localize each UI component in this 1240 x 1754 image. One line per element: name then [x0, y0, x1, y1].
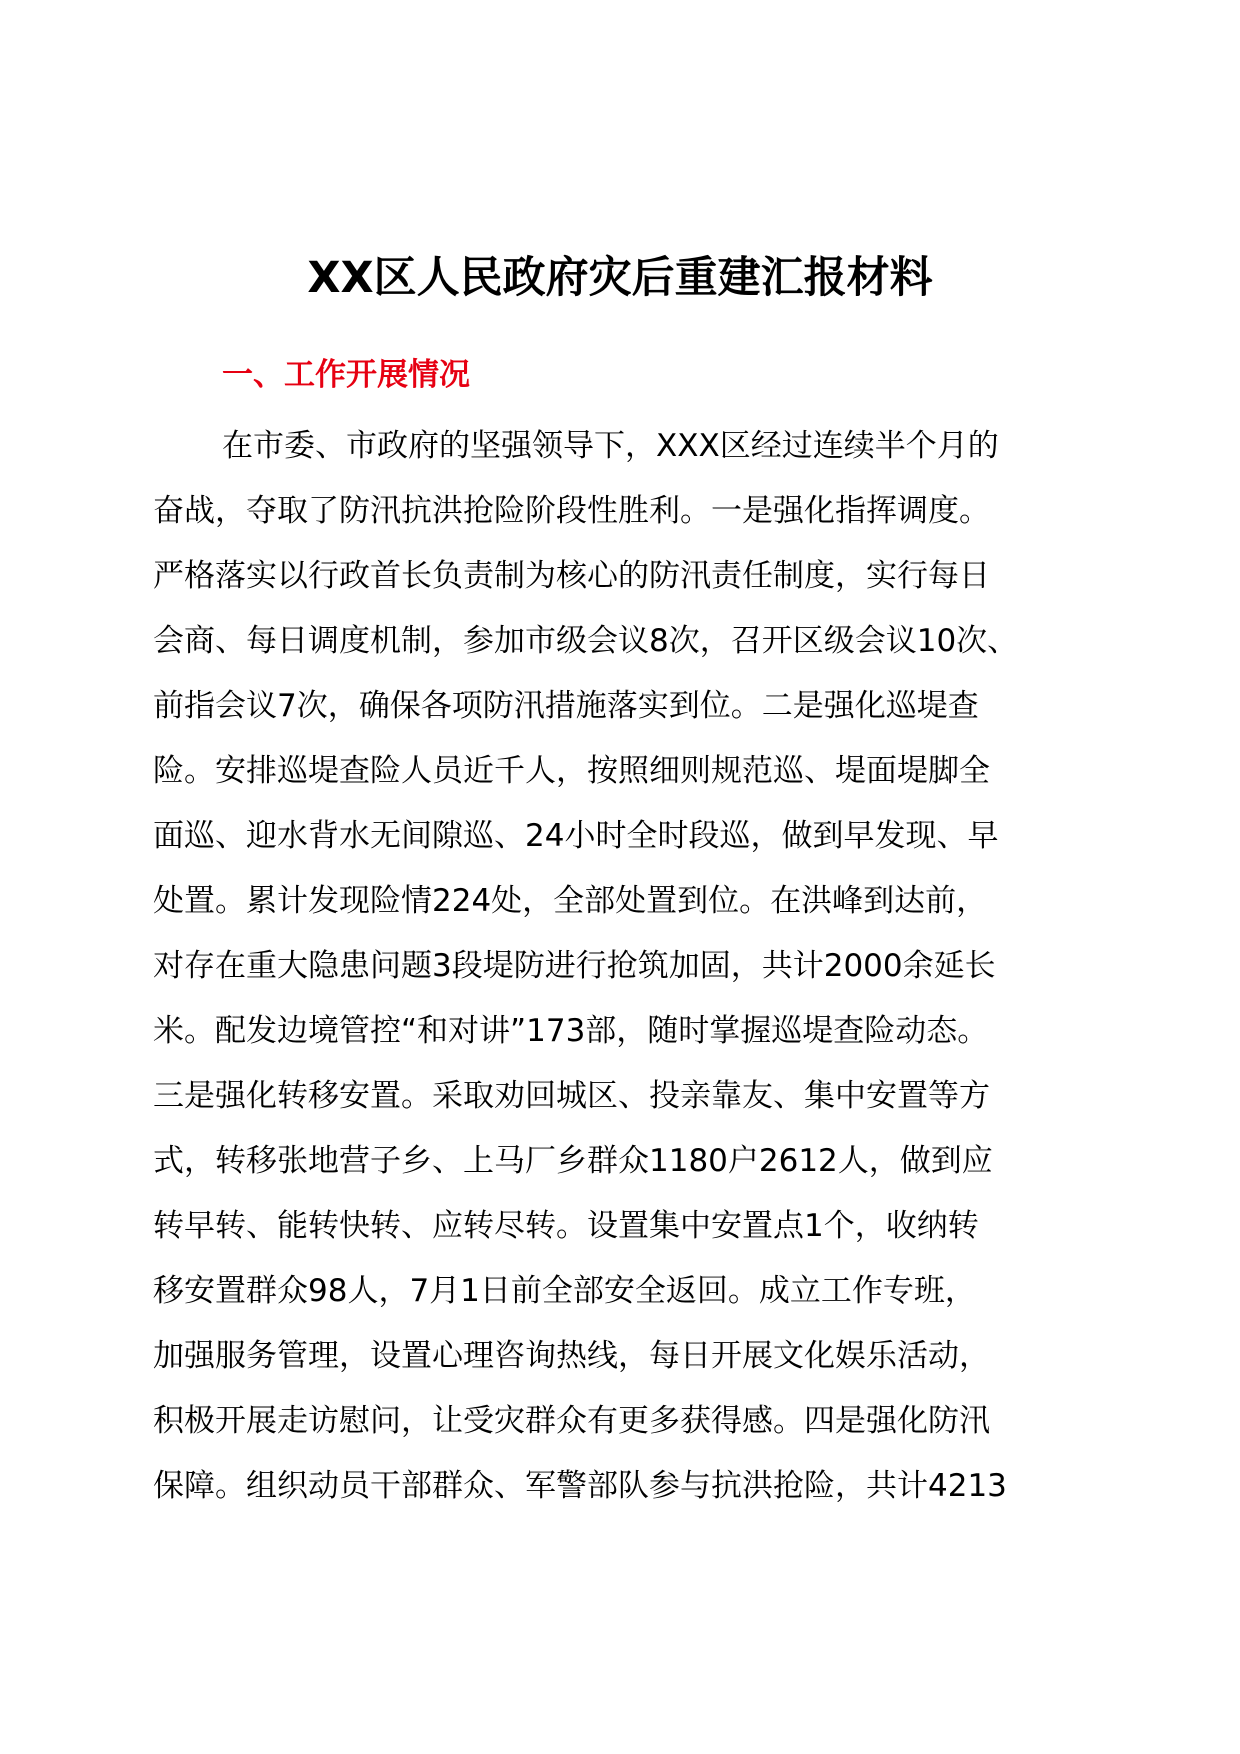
paragraph-line: 米。配发边境管控“和对讲”173部，随时掌握巡堤查险动态。 — [153, 1013, 989, 1049]
paragraph-line: 严格落实以行政首长负责制为核心的防汛责任制度，实行每日 — [153, 558, 990, 594]
paragraph-line: 奋战，夺取了防汛抗洪抢险阶段性胜利。一是强化指挥调度。 — [153, 493, 990, 529]
paragraph-line: 前指会议7次，确保各项防汛措施落实到位。二是强化巡堤查 — [153, 688, 979, 724]
paragraph-line: 转早转、能转快转、应转尽转。设置集中安置点1个，收纳转 — [153, 1208, 979, 1244]
paragraph-line: 移安置群众98人，7月1日前全部安全返回。成立工作专班， — [153, 1273, 976, 1309]
paragraph-line: 处置。累计发现险情224处，全部处置到位。在洪峰到达前， — [153, 883, 988, 919]
paragraph-line: 加强服务管理，设置心理咨询热线，每日开展文化娱乐活动， — [153, 1338, 990, 1374]
section-heading: 一、工作开展情况 — [222, 357, 470, 393]
paragraph-line: 对存在重大隐患问题3段堤防进行抢筑加固，共计2000余延长 — [153, 948, 996, 984]
document-title: XX区人民政府灾后重建汇报材料 — [307, 253, 933, 303]
paragraph-line: 式，转移张地营子乡、上马厂乡群众1180户2612人，做到应 — [153, 1143, 993, 1179]
paragraph-line: 积极开展走访慰问，让受灾群众有更多获得感。四是强化防汛 — [153, 1403, 990, 1439]
body-paragraph — [153, 414, 1093, 1519]
paragraph-line: 在市委、市政府的坚强领导下，XXX区经过连续半个月的 — [222, 428, 999, 464]
paragraph-line: 三是强化转移安置。采取劝回城区、投亲靠友、集中安置等方 — [153, 1078, 990, 1114]
paragraph-line: 会商、每日调度机制，参加市级会议8次，召开区级会议10次、 — [153, 623, 1019, 659]
paragraph-line: 保障。组织动员干部群众、军警部队参与抗洪抢险，共计4213 — [153, 1468, 1007, 1504]
paragraph-line: 面巡、迎水背水无间隙巡、24小时全时段巡，做到早发现、早 — [153, 818, 999, 854]
paragraph-line: 险。安排巡堤查险人员近千人，按照细则规范巡、堤面堤脚全 — [153, 753, 990, 789]
